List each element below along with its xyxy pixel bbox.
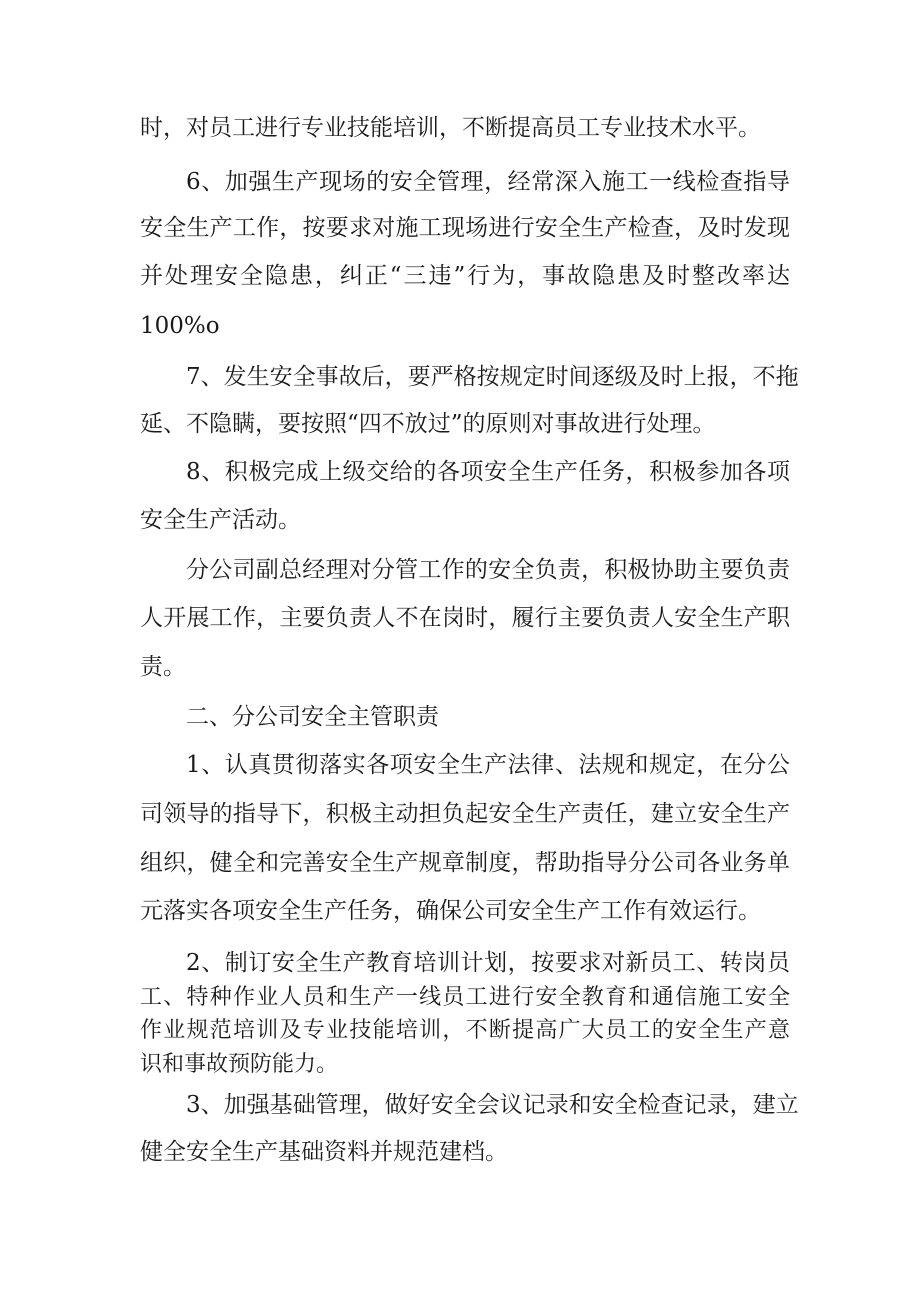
text-line: 责。 bbox=[140, 654, 186, 680]
text-line: 人开展工作，主要负责人不在岗时，履行主要负责人安全生产职 bbox=[140, 605, 790, 631]
text-line: 8、积极完成上级交给的各项安全生产任务，积极参加各项 bbox=[186, 459, 790, 485]
text-line: 作业规范培训及专业技能培训，不断提高广大员工的安全生产意 bbox=[140, 1018, 790, 1043]
text-line: 分公司副总经理对分管工作的安全负责，积极协助主要负责 bbox=[186, 557, 790, 583]
text-line: 健全安全生产基础资料并规范建档。 bbox=[140, 1139, 508, 1165]
text-line: 安全生产工作，按要求对施工现场进行安全生产检查，及时发现 bbox=[140, 215, 790, 241]
text-line: 元落实各项安全生产任务，确保公司安全生产工作有效运行。 bbox=[140, 898, 761, 924]
text-line: 延、不隐瞒，要按照“四不放过”的原则对事故进行处理。 bbox=[140, 411, 716, 437]
text-line: 识和事故预防能力。 bbox=[140, 1052, 339, 1077]
text-line: 6、加强生产现场的安全管理，经常深入施工一线检查指导 bbox=[186, 169, 790, 195]
text-line: 7、发生安全事故后，要严格按规定时间逐级及时上报，不拖 bbox=[186, 364, 799, 390]
text-line: 组织，健全和完善安全生产规章制度，帮助指导分公司各业务单 bbox=[140, 850, 790, 876]
text-line: 100%o bbox=[140, 313, 220, 339]
text-line: 并处理安全隐患，纠正“三违”行为，事故隐患及时整改率达 bbox=[140, 263, 790, 289]
text-line: 工、特种作业人员和生产一线员工进行安全教育和通信施工安全 bbox=[140, 985, 790, 1010]
text-line: 2、制订安全生产教育培训计划，按要求对新员工、转岗员 bbox=[186, 950, 790, 976]
text-line: 司领导的指导下，积极主动担负起安全生产责任，建立安全生产 bbox=[140, 801, 790, 827]
text-line: 安全生产活动。 bbox=[140, 507, 301, 533]
text-line: 3、加强基础管理，做好安全会议记录和安全检查记录，建立 bbox=[186, 1092, 799, 1118]
text-line: 时，对员工进行专业技能培训，不断提高员工专业技术水平。 bbox=[140, 115, 761, 141]
text-line: 1、认真贯彻落实各项安全生产法律、法规和规定，在分公 bbox=[186, 752, 790, 778]
section-heading: 二、分公司安全主管职责 bbox=[186, 704, 439, 730]
